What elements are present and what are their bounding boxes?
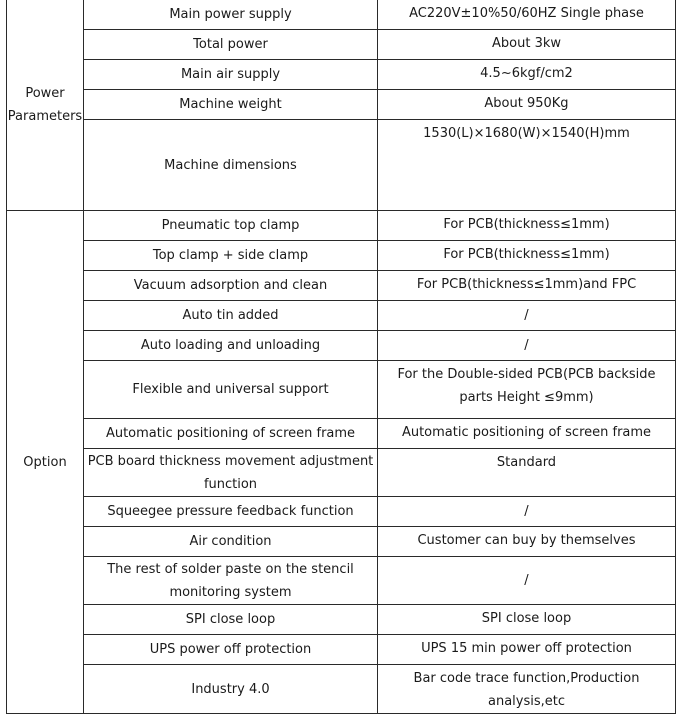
value-cell: For PCB(thickness≤1mm) — [378, 211, 676, 241]
item-cell: Main power supply — [84, 0, 378, 30]
value-cell: About 3kw — [378, 30, 676, 60]
value-cell: / — [378, 331, 676, 361]
table-row — [7, 557, 676, 605]
table-row — [7, 449, 676, 497]
value-cell: 1530(L)×1680(W)×1540(H)mm — [378, 120, 676, 211]
item-cell: Auto tin added — [84, 301, 378, 331]
value-cell: SPI close loop — [378, 605, 676, 635]
item-cell: PCB board thickness movement adjustment function — [84, 449, 378, 497]
table-row — [7, 301, 676, 331]
table-row — [7, 635, 676, 665]
value-cell: Bar code trace function,Production analysis,etc — [378, 665, 676, 714]
table-row — [7, 120, 676, 211]
value-cell: For PCB(thickness≤1mm)and FPC — [378, 271, 676, 301]
value-cell: Automatic positioning of screen frame — [378, 419, 676, 449]
table-row — [7, 241, 676, 271]
value-cell: AC220V±10%50/60HZ Single phase — [378, 0, 676, 30]
item-cell: Squeegee pressure feedback function — [84, 497, 378, 527]
spec-table-body — [7, 0, 676, 714]
table-row — [7, 605, 676, 635]
table-row — [7, 527, 676, 557]
table-row — [7, 0, 676, 30]
item-cell: UPS power off protection — [84, 635, 378, 665]
item-cell: Flexible and universal support — [84, 361, 378, 419]
group-label: Power Parameters — [7, 0, 84, 211]
item-cell: Machine weight — [84, 90, 378, 120]
value-cell: / — [378, 301, 676, 331]
table-row — [7, 30, 676, 60]
spec-table — [6, 0, 676, 714]
value-cell: 4.5~6kgf/cm2 — [378, 60, 676, 90]
table-row — [7, 419, 676, 449]
item-cell: Pneumatic top clamp — [84, 211, 378, 241]
table-row — [7, 211, 676, 241]
value-cell: UPS 15 min power off protection — [378, 635, 676, 665]
table-row — [7, 271, 676, 301]
value-cell: Standard — [378, 449, 676, 497]
item-cell: Total power — [84, 30, 378, 60]
item-cell: The rest of solder paste on the stencil monitoring system — [84, 557, 378, 605]
table-row — [7, 90, 676, 120]
group-label: Option — [7, 211, 84, 714]
table-row — [7, 331, 676, 361]
value-cell: For the Double-sided PCB(PCB backside parts Height ≤9mm) — [378, 361, 676, 419]
item-cell: Industry 4.0 — [84, 665, 378, 714]
item-cell: Vacuum adsorption and clean — [84, 271, 378, 301]
item-cell: Top clamp + side clamp — [84, 241, 378, 271]
table-row — [7, 497, 676, 527]
item-cell: Auto loading and unloading — [84, 331, 378, 361]
value-cell: For PCB(thickness≤1mm) — [378, 241, 676, 271]
item-cell: Air condition — [84, 527, 378, 557]
item-cell: Main air supply — [84, 60, 378, 90]
item-cell: SPI close loop — [84, 605, 378, 635]
value-cell: / — [378, 497, 676, 527]
item-cell: Automatic positioning of screen frame — [84, 419, 378, 449]
table-row — [7, 60, 676, 90]
table-row — [7, 361, 676, 419]
item-cell: Machine dimensions — [84, 120, 378, 211]
value-cell: Customer can buy by themselves — [378, 527, 676, 557]
value-cell: / — [378, 557, 676, 605]
value-cell: About 950Kg — [378, 90, 676, 120]
table-row — [7, 665, 676, 714]
